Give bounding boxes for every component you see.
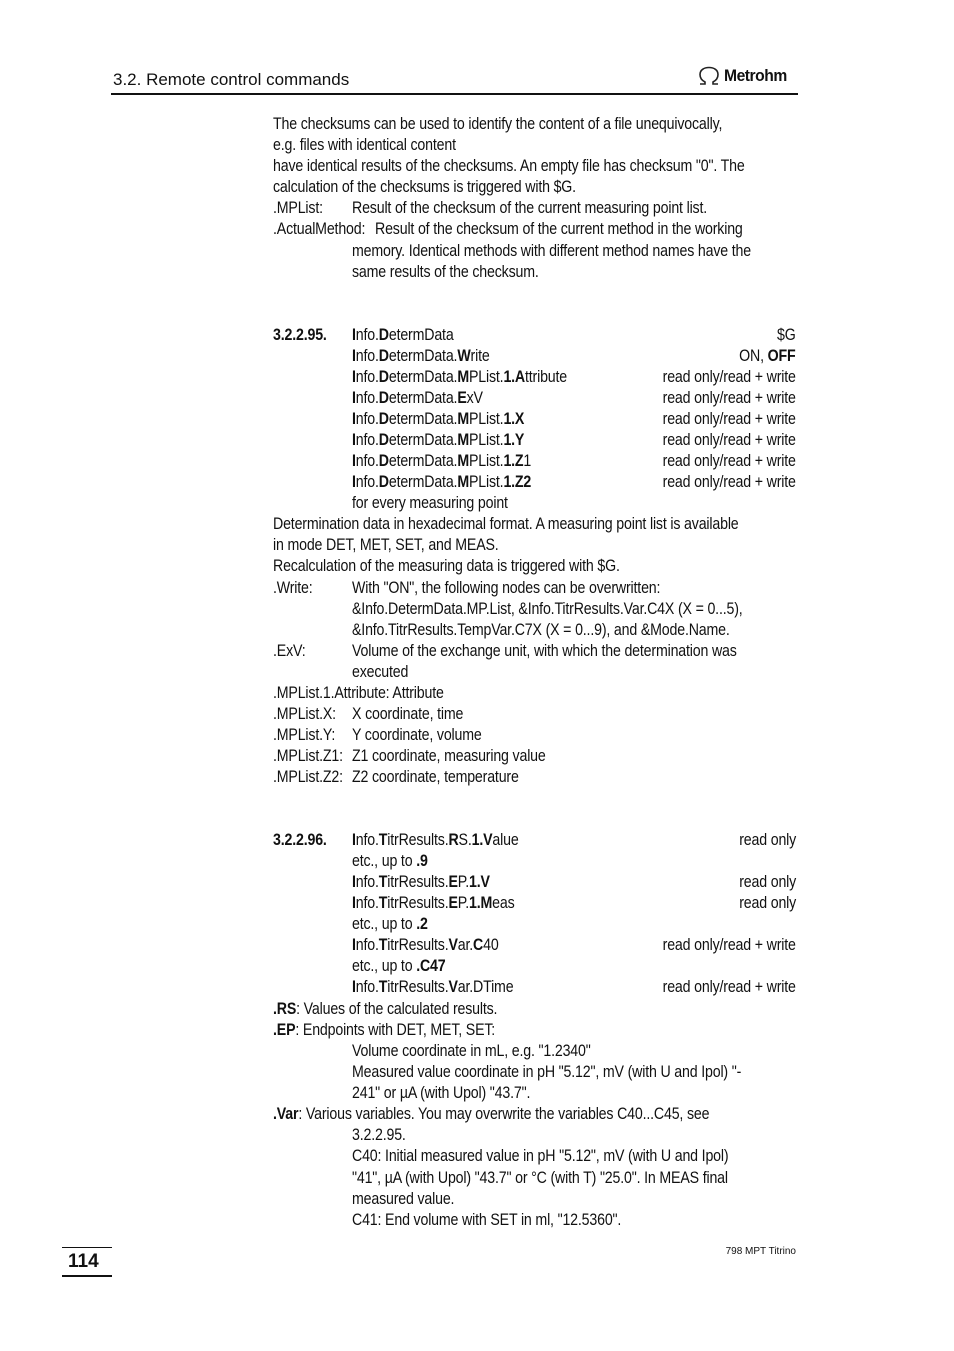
def-text-write: &Info.TitrResults.TempVar.C7X (X = 0...9), and &Mode.Name. xyxy=(352,621,730,639)
s95-access: read only/read + write xyxy=(662,410,796,428)
s96-command: Info.TitrResults.Var.C40 xyxy=(352,936,499,954)
def-label-actualmethod: .ActualMethod: xyxy=(273,220,366,238)
def-var: .Var: Various variables. You may overwrite the variables C40...C45, see xyxy=(273,1105,710,1123)
def-text-var: C41: End volume with SET in ml, "12.5360". xyxy=(352,1211,622,1229)
s95-command: Info.DetermData.Write xyxy=(352,347,490,365)
s95-command: Info.DetermData.MPList.1.Attribute xyxy=(352,368,568,386)
s95-access: $G xyxy=(777,326,796,344)
def-attribute: .MPList.1.Attribute: Attribute xyxy=(273,684,444,702)
s96-access: read only/read + write xyxy=(662,936,796,954)
desc-line: in mode DET, MET, SET, and MEAS. xyxy=(273,536,499,554)
section-number-95: 3.2.2.95. xyxy=(273,326,327,344)
def-text-exv: Volume of the exchange unit, with which the determination was xyxy=(352,642,737,660)
intro-line: e.g. files with identical content xyxy=(273,136,456,154)
s96-command: Info.TitrResults.Var.DTime xyxy=(352,978,514,996)
def-text-cont: memory. Identical methods with different method names have the xyxy=(352,242,751,260)
metrohm-logo xyxy=(697,66,792,86)
def-text-z2: Z2 coordinate, temperature xyxy=(352,768,519,786)
s96-command: Info.TitrResults.EP.1.V xyxy=(352,873,490,891)
def-text-write: With "ON", the following nodes can be overwritten: xyxy=(352,579,661,597)
s95-access: read only/read + write xyxy=(662,368,796,386)
def-text-var: "41", µA (with Upol) "43.7" or °C (with T) "25.0". In MEAS final xyxy=(352,1169,728,1187)
brand-name: Metrohm xyxy=(724,66,787,85)
s95-access: read only/read + write xyxy=(662,389,796,407)
intro-line: calculation of the checksums is triggered with $G. xyxy=(273,178,576,196)
s95-command: Info.DetermData.MPList.1.Z2 xyxy=(352,473,532,491)
def-label-z2: .MPList.Z2: xyxy=(273,768,343,786)
def-text-y: Y coordinate, volume xyxy=(352,726,482,744)
s96-command: Info.TitrResults.EP.1.Meas xyxy=(352,894,515,912)
s96-access: read only xyxy=(739,894,796,912)
section-number-96: 3.2.2.96. xyxy=(273,831,327,849)
desc-line: Determination data in hexadecimal format. A measuring point list is available xyxy=(273,515,739,533)
s95-access: read only/read + write xyxy=(662,431,796,449)
def-text-cont: same results of the checksum. xyxy=(352,263,539,281)
def-text-ep: Measured value coordinate in pH "5.12", mV (with U and Ipol) "- xyxy=(352,1063,742,1081)
s96-command: etc., up to .C47 xyxy=(352,957,446,975)
s95-command: Info.DetermData.ExV xyxy=(352,389,483,407)
footer-rule xyxy=(62,1275,112,1277)
def-text-var: C40: Initial measured value in pH "5.12", mV (with U and Ipol) xyxy=(352,1147,729,1165)
def-text-actualmethod: Result of the checksum of the current method in the working xyxy=(375,220,743,238)
def-text-exv: executed xyxy=(352,663,409,681)
s95-command: Info.DetermData.MPList.1.Y xyxy=(352,431,525,449)
s95-access: read only/read + write xyxy=(662,473,796,491)
def-text-var: 3.2.2.95. xyxy=(352,1126,406,1144)
s96-access: read only xyxy=(739,831,796,849)
def-text-write: &Info.DetermData.MP.List, &Info.TitrResults.Var.C4X (X = 0...5), xyxy=(352,600,743,618)
s96-access: read only/read + write xyxy=(662,978,796,996)
def-label-y: .MPList.Y: xyxy=(273,726,336,744)
def-label-mplist: .MPList: xyxy=(273,199,323,217)
command-note: for every measuring point xyxy=(352,494,508,512)
header-rule xyxy=(111,93,798,95)
def-text-mplist: Result of the checksum of the current measuring point list. xyxy=(352,199,708,217)
footer-rule xyxy=(62,1247,112,1248)
s95-command: Info.DetermData.MPList.1.Z1 xyxy=(352,452,532,470)
s95-access: read only/read + write xyxy=(662,452,796,470)
running-header-section: 3.2. Remote control commands xyxy=(113,70,350,89)
s95-command: Info.DetermData.MPList.1.X xyxy=(352,410,525,428)
def-rs: .RS: Values of the calculated results. xyxy=(273,1000,498,1018)
def-text-var: measured value. xyxy=(352,1190,455,1208)
page-number: 114 xyxy=(68,1251,99,1272)
s96-command: Info.TitrResults.RS.1.Value xyxy=(352,831,519,849)
product-name: 798 MPT Titrino xyxy=(725,1246,796,1257)
def-text-ep: Volume coordinate in mL, e.g. "1.2340" xyxy=(352,1042,591,1060)
def-label-z1: .MPList.Z1: xyxy=(273,747,343,765)
def-label-x: .MPList.X: xyxy=(273,705,336,723)
omega-icon xyxy=(697,66,721,86)
s96-command: etc., up to .2 xyxy=(352,915,428,933)
def-ep: .EP: Endpoints with DET, MET, SET: xyxy=(273,1021,496,1039)
def-label-exv: .ExV: xyxy=(273,642,306,660)
def-text-x: X coordinate, time xyxy=(352,705,464,723)
intro-line: have identical results of the checksums. An empty file has checksum "0". The xyxy=(273,157,745,175)
intro-line: The checksums can be used to identify the content of a file unequivocally, xyxy=(273,115,723,133)
s95-command: Info.DetermData xyxy=(352,326,454,344)
s96-command: etc., up to .9 xyxy=(352,852,428,870)
def-text-z1: Z1 coordinate, measuring value xyxy=(352,747,546,765)
def-label-write: .Write: xyxy=(273,579,313,597)
s96-access: read only xyxy=(739,873,796,891)
desc-line: Recalculation of the measuring data is triggered with $G. xyxy=(273,557,620,575)
def-text-ep: 241" or µA (with Upol) "43.7". xyxy=(352,1084,531,1102)
s95-access: ON, OFF xyxy=(739,347,796,365)
